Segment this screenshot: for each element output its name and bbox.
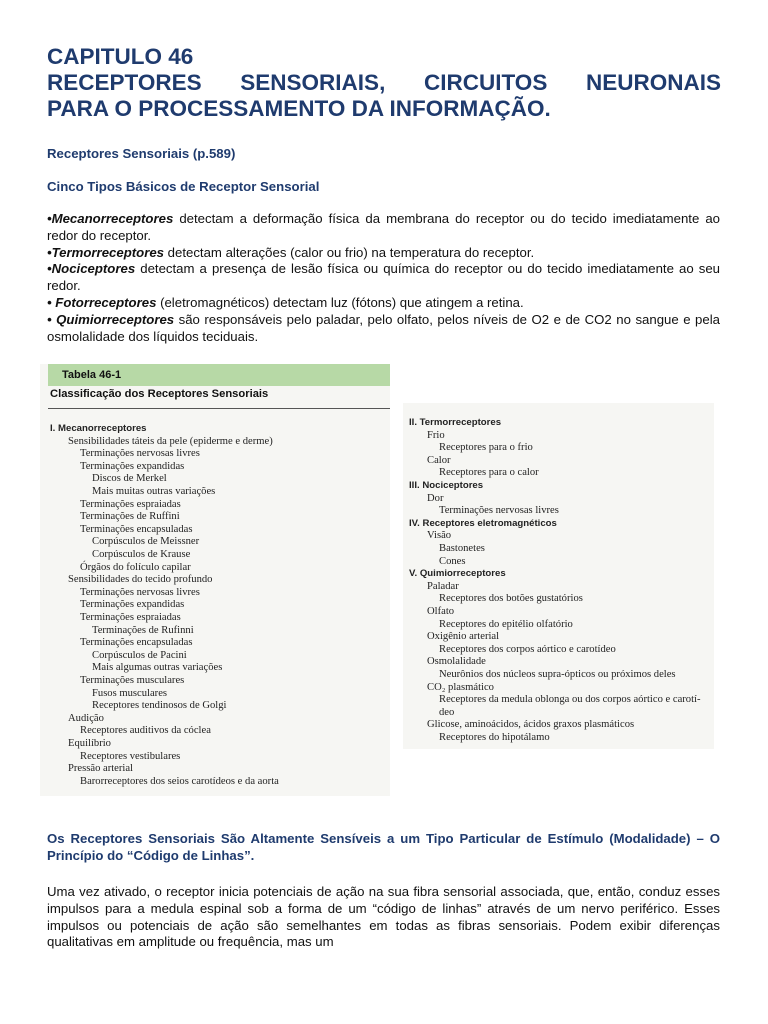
list-item-term: • Fotorreceptores <box>47 294 157 310</box>
table-line: Terminações expandidas <box>80 460 185 472</box>
table-line: Receptores tendinosos de Golgi <box>92 700 227 712</box>
table-line: Cones <box>439 555 466 567</box>
table-category-heading: V. Quimiorreceptores <box>409 568 506 580</box>
table-line: Visão <box>427 530 452 542</box>
table-line: Equilíbrio <box>68 738 111 749</box>
table-line: Calor <box>427 454 451 466</box>
list-item <box>47 295 720 312</box>
table-line: Receptores do hipotálamo <box>439 732 550 743</box>
chapter-title-line-2: PARA O PROCESSAMENTO DA INFORMAÇÃO. <box>47 96 551 121</box>
table-line: Osmolalidade <box>427 656 486 668</box>
list-item <box>47 245 720 262</box>
table-line: Receptores vestibulares <box>80 750 181 762</box>
section-heading-receptores: Receptores Sensoriais (p.589) <box>47 146 236 161</box>
table-line: Dor <box>427 492 444 504</box>
table-line: Bastonetes <box>439 543 485 554</box>
body-paragraph: Uma vez ativado, o receptor inicia potenciais de ação na sua fibra sensorial associada, que, então, conduz esses impulsos para a medula espinal sob a forma de um “código de linhas” através de um nervo periférico. Esses impulsos ou potenciais de ação são semelhantes em todas as fibras sensoriais. Podem exibir diferenças qualitativas em amplitude ou frequência, mas um <box>47 884 720 950</box>
chapter-number: CAPITULO 46 <box>47 44 194 69</box>
list-item-text: (eletromagnéticos) detectam luz (fótons) que atingem a retina. <box>156 294 524 310</box>
list-item-term: •Mecanorreceptores <box>47 211 174 226</box>
table-scan-left <box>40 364 390 796</box>
table-line: Audição <box>68 712 104 724</box>
table-line: Receptores dos corpos aórtico e carotídeo <box>439 643 616 655</box>
table-line: Terminações musculares <box>80 675 185 686</box>
table-line: Terminações de Rufinni <box>92 624 194 636</box>
table-line: Fusos musculares <box>92 687 168 699</box>
list-item <box>47 211 720 245</box>
list-item-text: detectam alterações (calor ou frio) na temperatura do receptor. <box>164 244 535 260</box>
table-line: Receptores para o calor <box>439 467 539 479</box>
table-line: Receptores dos botões gustatórios <box>439 593 583 605</box>
table-category-heading: IV. Receptores eletromagnéticos <box>409 517 557 529</box>
list-item-text: detectam a presença de lesão física ou química do receptor ou do tecido imediatamente ao seu redor. <box>47 261 720 294</box>
table-line: Barorreceptores dos seios carotídeos e da aorta <box>80 775 279 787</box>
list-item-text: detectam a deformação física da membrana do receptor ou do tecido imediatamente ao redor do receptor. <box>47 211 720 243</box>
table-line: Mais muitas outras variações <box>92 486 216 497</box>
table-header: Tabela 46-1 <box>48 364 390 386</box>
table-line: Terminações de Ruffini <box>80 511 180 523</box>
table-line: Terminações espraiadas <box>80 612 181 623</box>
table-scan-right <box>403 403 714 749</box>
section-heading-codigo-de-linhas: Os Receptores Sensoriais São Altamente Sensíveis a um Tipo Particular de Estímulo (Modalidade) – O Princípio do “Código de Linhas”. <box>47 831 720 863</box>
table-line: Terminações nervosas livres <box>439 505 559 517</box>
list-item <box>47 312 720 346</box>
table-line: Receptores auditivos da cóclea <box>80 725 211 737</box>
table-line: Sensibilidades táteis da pele (epiderme e derme) <box>68 435 273 447</box>
table-line: Pressão arterial <box>68 763 134 775</box>
table-caption: Classificação dos Receptores Sensoriais <box>50 388 269 400</box>
table-line: Receptores para o frio <box>439 442 533 454</box>
table-category-heading: I. Mecanorreceptores <box>50 423 147 434</box>
table-line: CO₂ plasmático <box>427 681 494 693</box>
receptor-types-list <box>47 211 720 345</box>
table-line: Terminações encapsuladas <box>80 523 193 535</box>
table-line: deo <box>439 706 455 718</box>
list-item-text: são responsáveis pelo paladar, pelo olfato, pelos níveis de O2 e de CO2 no sangue e pela osmolalidade dos líquidos teciduais. <box>47 311 720 344</box>
table-line: Terminações encapsuladas <box>80 637 193 649</box>
table-line: Órgãos do folículo capilar <box>80 561 191 573</box>
table-line: Terminações nervosas livres <box>80 586 200 598</box>
table-line: Sensibilidades do tecido profundo <box>68 574 213 586</box>
table-line: Frio <box>427 429 445 441</box>
table-category-heading: III. Nociceptores <box>409 480 484 491</box>
chapter-title-line-1: RECEPTORES SENSORIAIS, CIRCUITOS NEURONAIS <box>47 70 721 95</box>
table-line: Receptores da medula oblonga ou dos corpos aórtico e carotí- <box>439 694 701 706</box>
list-item-term: •Nociceptores <box>47 261 136 277</box>
table-line: Corpúsculos de Krause <box>92 549 191 560</box>
table-line: Glicose, aminoácidos, ácidos graxos plasmáticos <box>427 719 635 731</box>
table-line: Terminações expandidas <box>80 599 185 611</box>
table-line: Corpúsculos de Pacini <box>92 649 187 661</box>
table-line: Corpúsculos de Meissner <box>92 536 200 548</box>
table-line: Terminações espraiadas <box>80 498 181 510</box>
table-category-heading: II. Termorreceptores <box>409 417 502 428</box>
table-line: Olfato <box>427 606 455 617</box>
table-line: Terminações nervosas livres <box>80 448 200 460</box>
table-line: Oxigênio arterial <box>427 631 500 643</box>
table-line: Receptores do epitélio olfatório <box>439 618 573 630</box>
table-line: Discos de Merkel <box>92 473 167 485</box>
list-item-term: • Quimiorreceptores <box>47 311 175 327</box>
list-item <box>47 261 720 295</box>
table-rule <box>48 408 390 409</box>
table-line: Mais algumas outras variações <box>92 662 223 674</box>
table-line: Paladar <box>427 580 459 592</box>
table-line: Neurônios dos núcleos supra-ópticos ou próximos deles <box>439 669 676 680</box>
list-item-term: •Termorreceptores <box>47 244 164 260</box>
chapter-title <box>47 44 721 122</box>
section-heading-tipos: Cinco Tipos Básicos de Receptor Sensorial <box>47 179 320 194</box>
